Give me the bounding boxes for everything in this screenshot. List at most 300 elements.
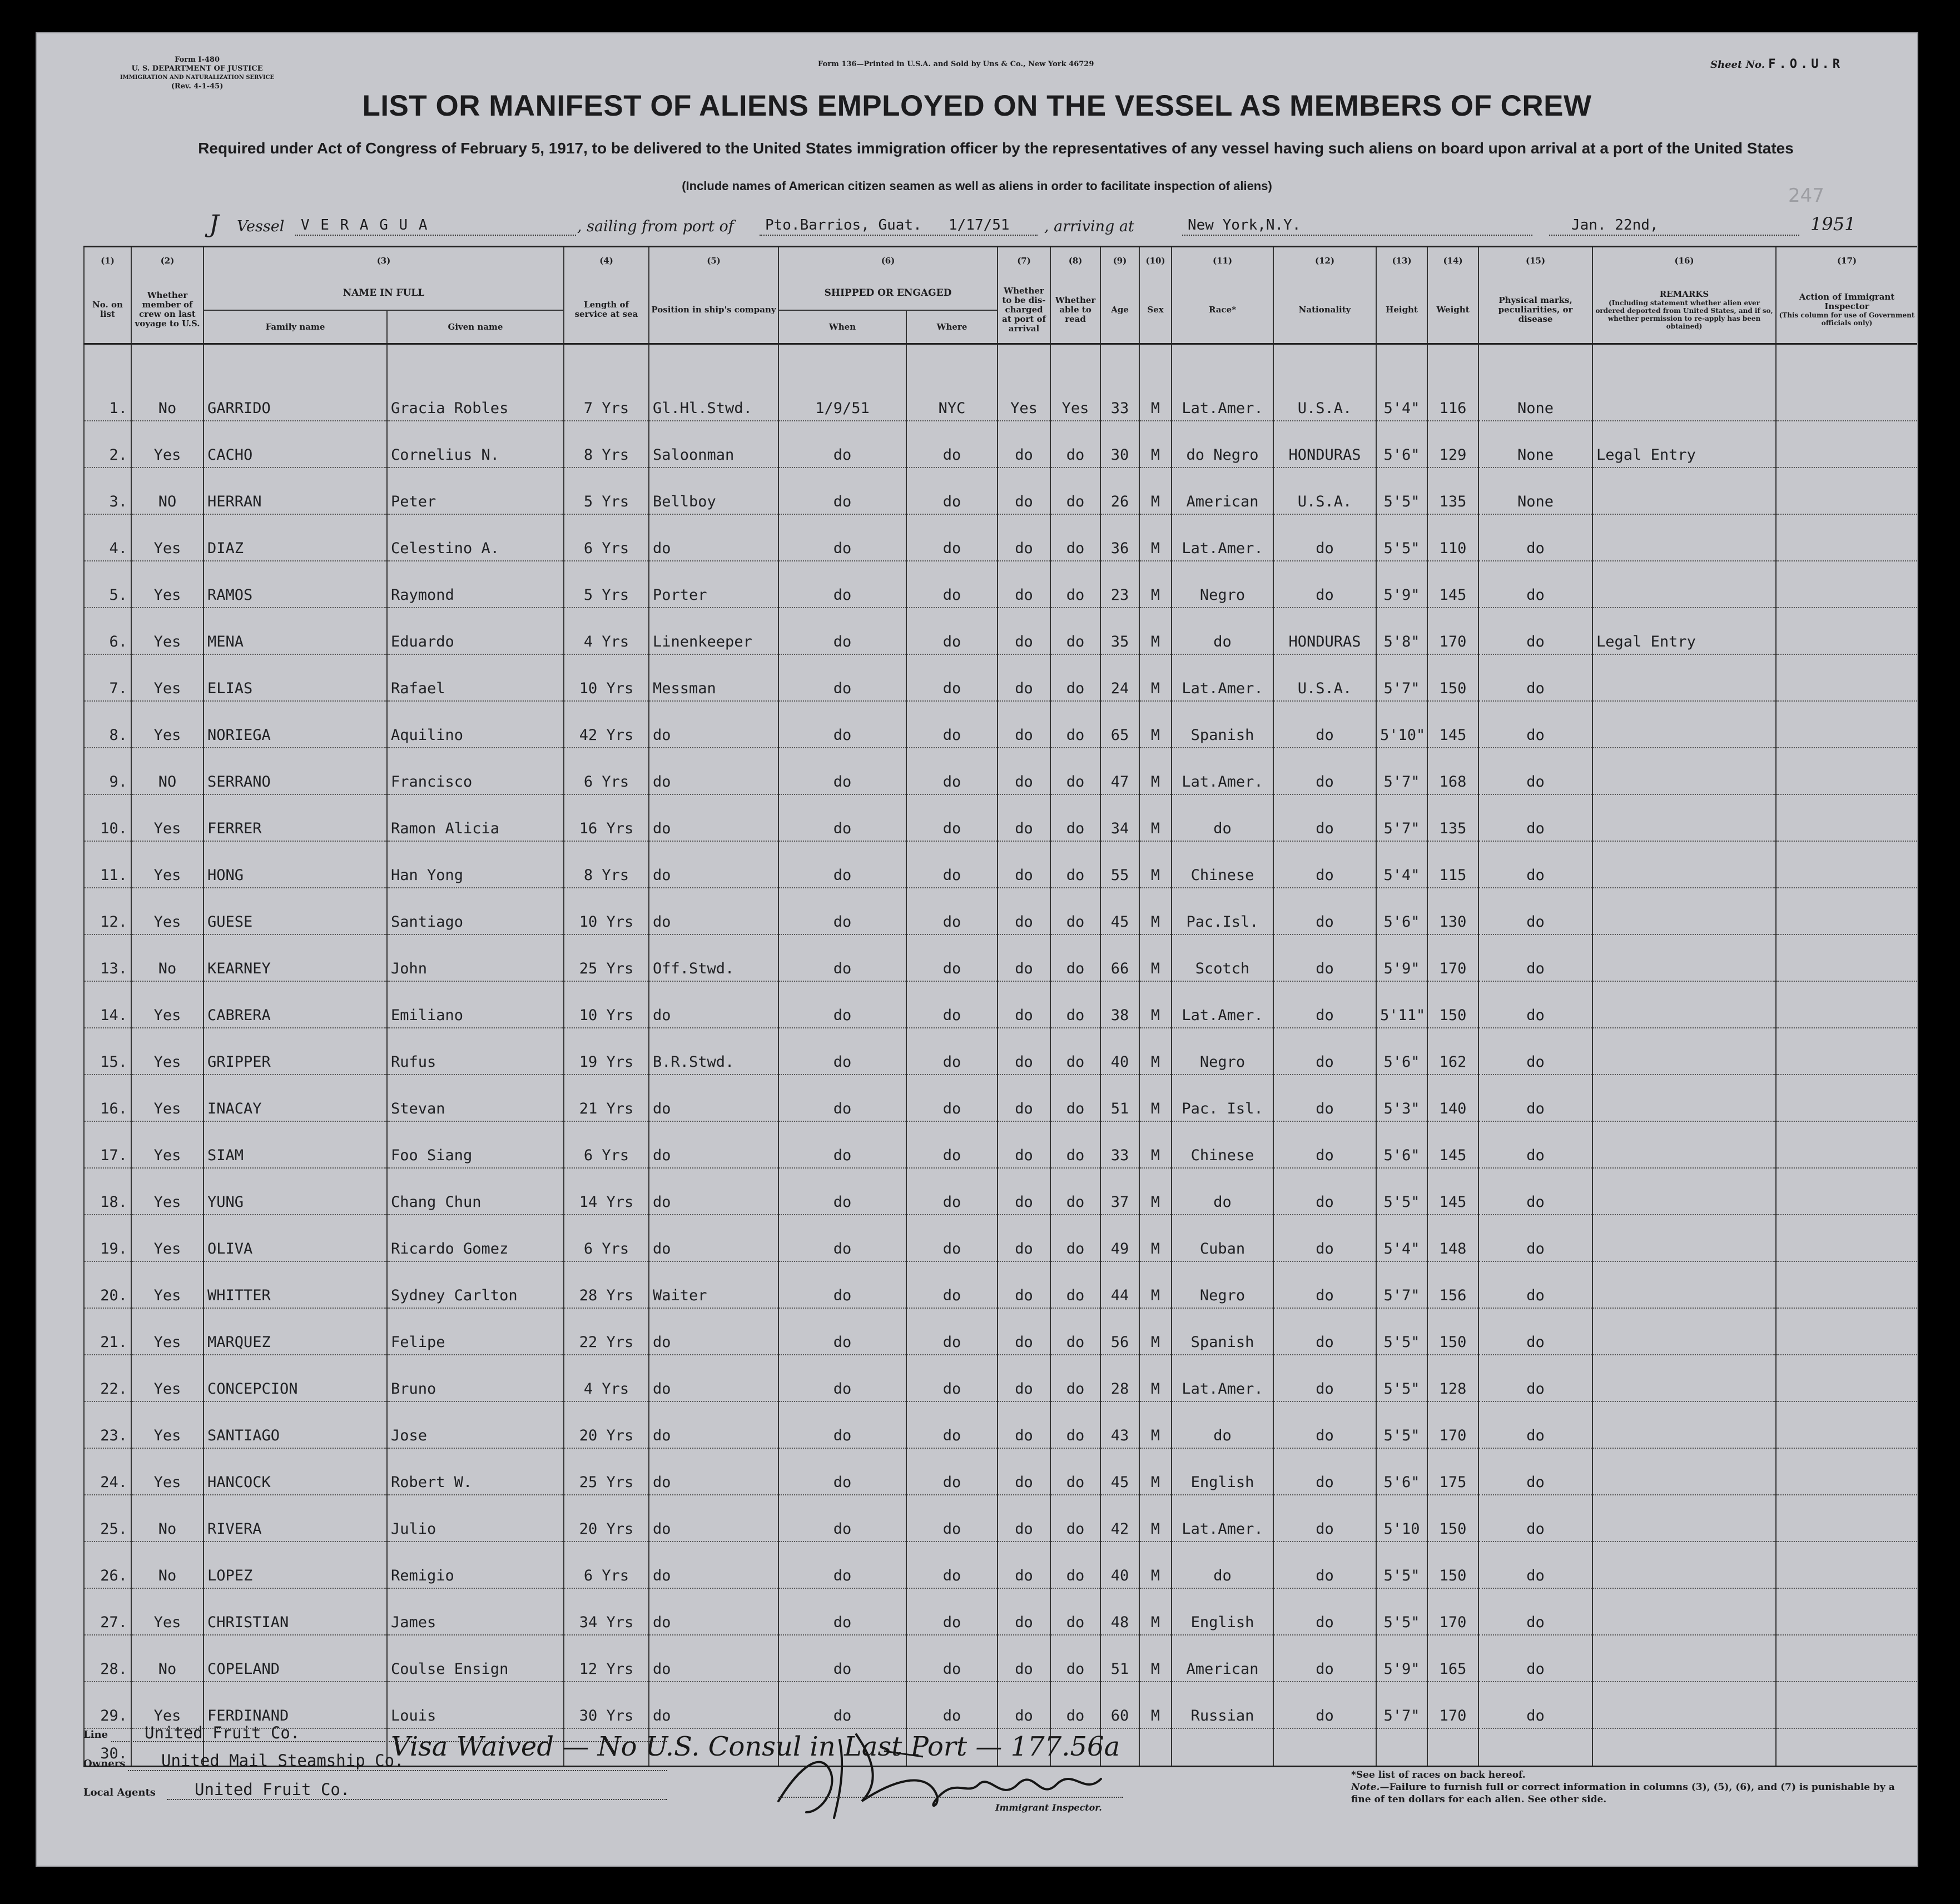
nationality-cell: do bbox=[1273, 1028, 1376, 1075]
discharged-cell: do bbox=[998, 561, 1050, 608]
inspector-action-cell bbox=[1776, 1121, 1918, 1168]
nationality-cell: do bbox=[1273, 701, 1376, 748]
inspector-action-cell bbox=[1776, 701, 1918, 748]
crew-row bbox=[84, 1028, 1918, 1075]
shipped-when-cell: do bbox=[778, 421, 906, 468]
family-name-cell: YUNG bbox=[204, 1168, 387, 1215]
shipped-when-cell: do bbox=[778, 1495, 906, 1542]
row-number: 29. bbox=[84, 1682, 131, 1728]
col-number: (15) bbox=[1478, 247, 1592, 277]
service-length-cell: 22 Yrs bbox=[564, 1308, 649, 1355]
family-name-cell: ELIAS bbox=[204, 654, 387, 701]
height-cell: 5'5" bbox=[1376, 468, 1427, 514]
race-cell: do bbox=[1172, 1401, 1273, 1448]
row-number: 4. bbox=[84, 514, 131, 561]
height-cell: 5'5" bbox=[1376, 1542, 1427, 1588]
header-prior-voyage: Whether member of crew on last voyage to U.S. bbox=[131, 276, 204, 344]
service-length-cell: 19 Yrs bbox=[564, 1028, 649, 1075]
nationality-cell: do bbox=[1273, 561, 1376, 608]
prior-voyage-cell: Yes bbox=[131, 608, 204, 654]
able-read-cell: do bbox=[1050, 981, 1100, 1028]
agents-label: Local Agents bbox=[83, 1787, 156, 1798]
able-read-cell: do bbox=[1050, 841, 1100, 888]
service-length-cell: 6 Yrs bbox=[564, 514, 649, 561]
physical-marks-cell: do bbox=[1478, 748, 1592, 794]
inspector-action-cell bbox=[1776, 1495, 1918, 1542]
crew-row bbox=[84, 981, 1918, 1028]
crew-row bbox=[84, 794, 1918, 841]
weight-cell: 128 bbox=[1427, 1355, 1478, 1401]
height-cell: 5'6" bbox=[1376, 1448, 1427, 1495]
weight-cell: 148 bbox=[1427, 1215, 1478, 1261]
row-number: 20. bbox=[84, 1261, 131, 1308]
row-number: 8. bbox=[84, 701, 131, 748]
remarks-cell bbox=[1592, 654, 1776, 701]
document-subtitle: Required under Act of Congress of February 5, 1917, to be delivered to the United States immigration officer by the representatives of any vessel having such aliens on board upon arrival at a port of the United States bbox=[198, 140, 1794, 157]
age-cell: 30 bbox=[1100, 421, 1139, 468]
sex-cell: M bbox=[1139, 1682, 1172, 1728]
given-name-cell: Foo Siang bbox=[387, 1121, 564, 1168]
nationality-cell: do bbox=[1273, 841, 1376, 888]
able-read-cell: do bbox=[1050, 1308, 1100, 1355]
inspector-action-cell bbox=[1776, 934, 1918, 981]
position-cell: do bbox=[649, 1635, 778, 1682]
inspector-action-cell bbox=[1776, 748, 1918, 794]
service-length-cell: 42 Yrs bbox=[564, 701, 649, 748]
weight-cell: 170 bbox=[1427, 1682, 1478, 1728]
row-number: 2. bbox=[84, 421, 131, 468]
position-cell: Gl.Hl.Stwd. bbox=[649, 375, 778, 421]
sex-cell: M bbox=[1139, 561, 1172, 608]
position-cell: Bellboy bbox=[649, 468, 778, 514]
family-name-cell: SANTIAGO bbox=[204, 1401, 387, 1448]
position-cell: do bbox=[649, 701, 778, 748]
age-cell: 66 bbox=[1100, 934, 1139, 981]
remarks-cell bbox=[1592, 468, 1776, 514]
nationality-cell: do bbox=[1273, 794, 1376, 841]
discharged-cell: do bbox=[998, 1168, 1050, 1215]
physical-marks-cell: do bbox=[1478, 1588, 1592, 1635]
footer-notes bbox=[1351, 1769, 1907, 1806]
shipped-where-cell: do bbox=[906, 1168, 998, 1215]
sex-cell: M bbox=[1139, 1542, 1172, 1588]
physical-marks-cell: None bbox=[1478, 468, 1592, 514]
shipped-where-cell: do bbox=[906, 1682, 998, 1728]
sex-cell: M bbox=[1139, 1448, 1172, 1495]
height-cell: 5'11" bbox=[1376, 981, 1427, 1028]
height-cell: 5'5" bbox=[1376, 1588, 1427, 1635]
department: U. S. DEPARTMENT OF JUSTICE bbox=[131, 64, 263, 73]
prior-voyage-cell: No bbox=[131, 1495, 204, 1542]
crew-row bbox=[84, 1308, 1918, 1355]
inspector-action-cell bbox=[1776, 1308, 1918, 1355]
nationality-cell: do bbox=[1273, 1075, 1376, 1121]
nationality-cell: U.S.A. bbox=[1273, 468, 1376, 514]
position-cell: do bbox=[649, 981, 778, 1028]
height-cell: 5'3" bbox=[1376, 1075, 1427, 1121]
discharged-cell: do bbox=[998, 1308, 1050, 1355]
row-number: 25. bbox=[84, 1495, 131, 1542]
position-cell: do bbox=[649, 1682, 778, 1728]
row-number: 30. bbox=[84, 1728, 131, 1767]
able-read-cell: do bbox=[1050, 1121, 1100, 1168]
position-cell: do bbox=[649, 1401, 778, 1448]
weight-cell: 150 bbox=[1427, 981, 1478, 1028]
race-cell: Negro bbox=[1172, 561, 1273, 608]
weight-cell: 156 bbox=[1427, 1261, 1478, 1308]
age-cell: 56 bbox=[1100, 1308, 1139, 1355]
age-cell: 49 bbox=[1100, 1215, 1139, 1261]
family-name-cell: FERRER bbox=[204, 794, 387, 841]
nationality-cell: do bbox=[1273, 1588, 1376, 1635]
position-cell: do bbox=[649, 1588, 778, 1635]
remarks-cell bbox=[1592, 1075, 1776, 1121]
sex-cell: M bbox=[1139, 841, 1172, 888]
crew-row bbox=[84, 1261, 1918, 1308]
remarks-cell bbox=[1592, 981, 1776, 1028]
service-length-cell: 10 Yrs bbox=[564, 654, 649, 701]
vessel-label: Vessel bbox=[237, 218, 285, 235]
crew-row bbox=[84, 1401, 1918, 1448]
height-cell: 5'4" bbox=[1376, 1215, 1427, 1261]
service-length-cell: 25 Yrs bbox=[564, 1448, 649, 1495]
header-race: Race* bbox=[1172, 276, 1273, 344]
family-name-cell: INACAY bbox=[204, 1075, 387, 1121]
discharged-cell: Yes bbox=[998, 375, 1050, 421]
weight-cell: 145 bbox=[1427, 1121, 1478, 1168]
stamp-number: 247 bbox=[1788, 185, 1824, 207]
shipped-when-cell: 1/9/51 bbox=[778, 375, 906, 421]
prior-voyage-cell: Yes bbox=[131, 1308, 204, 1355]
line-label: Line bbox=[83, 1729, 108, 1741]
service-length-cell: 28 Yrs bbox=[564, 1261, 649, 1308]
header-physical-marks: Physical marks, peculiarities, or disease bbox=[1478, 276, 1592, 344]
discharged-cell: do bbox=[998, 421, 1050, 468]
owners-underline bbox=[128, 1770, 667, 1771]
remarks-cell bbox=[1592, 1448, 1776, 1495]
service-length-cell: 20 Yrs bbox=[564, 1401, 649, 1448]
able-read-cell: do bbox=[1050, 1495, 1100, 1542]
prior-voyage-cell: Yes bbox=[131, 1448, 204, 1495]
weight-cell: 150 bbox=[1427, 1495, 1478, 1542]
remarks-cell bbox=[1592, 701, 1776, 748]
discharged-cell: do bbox=[998, 514, 1050, 561]
height-cell: 5'8" bbox=[1376, 608, 1427, 654]
prior-voyage-cell: No bbox=[131, 375, 204, 421]
crew-manifest-table bbox=[83, 246, 1918, 1767]
footer bbox=[83, 1707, 1908, 1862]
given-name-cell: Rafael bbox=[387, 654, 564, 701]
family-name-cell: DIAZ bbox=[204, 514, 387, 561]
nationality-cell: do bbox=[1273, 981, 1376, 1028]
given-name-cell: Peter bbox=[387, 468, 564, 514]
shipped-where-cell: do bbox=[906, 654, 998, 701]
sex-cell: M bbox=[1139, 421, 1172, 468]
position-cell: Waiter bbox=[649, 1261, 778, 1308]
crew-row bbox=[84, 375, 1918, 421]
discharged-cell: do bbox=[998, 841, 1050, 888]
age-cell: 48 bbox=[1100, 1588, 1139, 1635]
discharged-cell: do bbox=[998, 1121, 1050, 1168]
service-length-cell: 4 Yrs bbox=[564, 1355, 649, 1401]
remarks-cell bbox=[1592, 794, 1776, 841]
row-number: 7. bbox=[84, 654, 131, 701]
arriving-port: New York,N.Y. bbox=[1188, 217, 1301, 233]
shipped-when-cell: do bbox=[778, 1542, 906, 1588]
height-cell: 5'7" bbox=[1376, 1682, 1427, 1728]
family-name-cell: FERDINAND bbox=[204, 1682, 387, 1728]
age-cell: 33 bbox=[1100, 375, 1139, 421]
prior-voyage-cell: Yes bbox=[131, 1168, 204, 1215]
header-position: Position in ship's company bbox=[649, 276, 778, 344]
weight-cell: 145 bbox=[1427, 701, 1478, 748]
race-cell: do Negro bbox=[1172, 421, 1273, 468]
shipped-when-cell: do bbox=[778, 888, 906, 934]
races-note: *See list of races on back hereof. bbox=[1351, 1769, 1526, 1781]
able-read-cell: do bbox=[1050, 1168, 1100, 1215]
race-cell: do bbox=[1172, 1168, 1273, 1215]
sailing-label: , sailing from port of bbox=[577, 218, 734, 235]
discharged-cell: do bbox=[998, 794, 1050, 841]
vessel-line bbox=[165, 210, 1856, 240]
shipped-where-cell: do bbox=[906, 841, 998, 888]
weight-cell: 130 bbox=[1427, 888, 1478, 934]
physical-marks-cell: do bbox=[1478, 1168, 1592, 1215]
prior-voyage-cell: No bbox=[131, 934, 204, 981]
col-number: (9) bbox=[1100, 247, 1139, 277]
nationality-cell: do bbox=[1273, 1168, 1376, 1215]
row-number: 5. bbox=[84, 561, 131, 608]
inspector-underline bbox=[778, 1797, 1123, 1798]
shipped-when-cell: do bbox=[778, 1028, 906, 1075]
given-name-cell: Emiliano bbox=[387, 981, 564, 1028]
header-nationality: Nationality bbox=[1273, 276, 1376, 344]
weight-cell: 150 bbox=[1427, 1308, 1478, 1355]
family-name-cell: COPELAND bbox=[204, 1635, 387, 1682]
document-title: LIST OR MANIFEST OF ALIENS EMPLOYED ON THE VESSEL AS MEMBERS OF CREW bbox=[362, 90, 1592, 122]
col-number: (6) bbox=[778, 247, 998, 277]
crew-row bbox=[84, 561, 1918, 608]
service-length-cell: 14 Yrs bbox=[564, 1168, 649, 1215]
header-where: Where bbox=[906, 310, 998, 344]
discharged-cell: do bbox=[998, 1682, 1050, 1728]
row-number: 11. bbox=[84, 841, 131, 888]
age-cell: 26 bbox=[1100, 468, 1139, 514]
physical-marks-cell: do bbox=[1478, 1401, 1592, 1448]
crew-row bbox=[84, 1215, 1918, 1261]
prior-voyage-cell: Yes bbox=[131, 514, 204, 561]
height-cell: 5'10" bbox=[1376, 701, 1427, 748]
nationality-cell: HONDURAS bbox=[1273, 608, 1376, 654]
prior-voyage-cell: NO bbox=[131, 748, 204, 794]
able-read-cell: do bbox=[1050, 1588, 1100, 1635]
nationality-cell: do bbox=[1273, 1495, 1376, 1542]
crew-row bbox=[84, 1448, 1918, 1495]
shipped-where-cell: do bbox=[906, 1121, 998, 1168]
prior-voyage-cell: Yes bbox=[131, 888, 204, 934]
given-name-cell: Celestino A. bbox=[387, 514, 564, 561]
header-sex: Sex bbox=[1139, 276, 1172, 344]
position-cell: do bbox=[649, 794, 778, 841]
position-cell: Messman bbox=[649, 654, 778, 701]
prior-voyage-cell: No bbox=[131, 1635, 204, 1682]
race-cell: Lat.Amer. bbox=[1172, 514, 1273, 561]
sex-cell: M bbox=[1139, 934, 1172, 981]
physical-marks-cell: None bbox=[1478, 421, 1592, 468]
row-number: 15. bbox=[84, 1028, 131, 1075]
remarks-cell bbox=[1592, 1542, 1776, 1588]
able-read-cell: Yes bbox=[1050, 375, 1100, 421]
service-length-cell: 5 Yrs bbox=[564, 468, 649, 514]
revision: (Rev. 4-1-45) bbox=[171, 82, 224, 91]
physical-marks-cell: do bbox=[1478, 608, 1592, 654]
prior-voyage-cell: Yes bbox=[131, 1075, 204, 1121]
remarks-cell bbox=[1592, 1168, 1776, 1215]
shipped-when-cell: do bbox=[778, 468, 906, 514]
row-number: 9. bbox=[84, 748, 131, 794]
able-read-cell: do bbox=[1050, 1215, 1100, 1261]
shipped-when-cell: do bbox=[778, 701, 906, 748]
arrival-date: Jan. 22nd, bbox=[1571, 217, 1659, 233]
weight-cell: 168 bbox=[1427, 748, 1478, 794]
weight-cell: 170 bbox=[1427, 1588, 1478, 1635]
discharged-cell: do bbox=[998, 1588, 1050, 1635]
row-number: 22. bbox=[84, 1355, 131, 1401]
able-read-cell: do bbox=[1050, 654, 1100, 701]
position-cell: do bbox=[649, 1168, 778, 1215]
col-number: (16) bbox=[1592, 247, 1776, 277]
row-number: 3. bbox=[84, 468, 131, 514]
shipped-when-cell: do bbox=[778, 561, 906, 608]
given-name-cell: Gracia Robles bbox=[387, 375, 564, 421]
row-number: 28. bbox=[84, 1635, 131, 1682]
age-cell: 51 bbox=[1100, 1635, 1139, 1682]
physical-marks-cell: do bbox=[1478, 701, 1592, 748]
shipped-where-cell: NYC bbox=[906, 375, 998, 421]
family-name-cell: OLIVA bbox=[204, 1215, 387, 1261]
shipped-when-cell: do bbox=[778, 1168, 906, 1215]
row-number: 27. bbox=[84, 1588, 131, 1635]
arriving-underline bbox=[1182, 235, 1532, 236]
remarks-cell bbox=[1592, 934, 1776, 981]
column-header-row bbox=[84, 276, 1918, 310]
col-number: (17) bbox=[1776, 247, 1918, 277]
family-name-cell: HERRAN bbox=[204, 468, 387, 514]
able-read-cell: do bbox=[1050, 1075, 1100, 1121]
height-cell: 5'9" bbox=[1376, 934, 1427, 981]
remarks-cell bbox=[1592, 1261, 1776, 1308]
row-number: 1. bbox=[84, 375, 131, 421]
age-cell: 38 bbox=[1100, 981, 1139, 1028]
family-name-cell: KEARNEY bbox=[204, 934, 387, 981]
inspector-action-cell bbox=[1776, 375, 1918, 421]
visa-waived-note: Visa Waived — No U.S. Consul in Last Port — 177.56a bbox=[391, 1731, 1120, 1762]
sex-cell: M bbox=[1139, 748, 1172, 794]
position-cell: do bbox=[649, 1448, 778, 1495]
crew-row bbox=[84, 1542, 1918, 1588]
nationality-cell: do bbox=[1273, 1261, 1376, 1308]
age-cell: 24 bbox=[1100, 654, 1139, 701]
shipped-where-cell: do bbox=[906, 514, 998, 561]
header-height: Height bbox=[1376, 276, 1427, 344]
row-number: 13. bbox=[84, 934, 131, 981]
nationality-cell: do bbox=[1273, 1121, 1376, 1168]
shipped-when-cell: do bbox=[778, 1261, 906, 1308]
position-cell: Linenkeeper bbox=[649, 608, 778, 654]
row-number: 23. bbox=[84, 1401, 131, 1448]
prior-voyage-cell: No bbox=[131, 1542, 204, 1588]
height-cell: 5'5" bbox=[1376, 514, 1427, 561]
given-name-cell: Francisco bbox=[387, 748, 564, 794]
able-read-cell: do bbox=[1050, 888, 1100, 934]
weight-cell: 129 bbox=[1427, 421, 1478, 468]
nationality-cell: HONDURAS bbox=[1273, 421, 1376, 468]
remarks-cell bbox=[1592, 1121, 1776, 1168]
crew-row bbox=[84, 654, 1918, 701]
physical-marks-cell: do bbox=[1478, 1448, 1592, 1495]
sex-cell: M bbox=[1139, 1588, 1172, 1635]
inspector-action-cell bbox=[1776, 1542, 1918, 1588]
race-cell: do bbox=[1172, 794, 1273, 841]
family-name-cell: RIVERA bbox=[204, 1495, 387, 1542]
prior-voyage-cell: Yes bbox=[131, 794, 204, 841]
col-number: (2) bbox=[131, 247, 204, 277]
sex-cell: M bbox=[1139, 1168, 1172, 1215]
action-title: Action of Immigrant Inspector bbox=[1799, 292, 1895, 311]
shipped-where-cell: do bbox=[906, 934, 998, 981]
race-cell: Lat.Amer. bbox=[1172, 654, 1273, 701]
nationality-cell: do bbox=[1273, 1308, 1376, 1355]
position-cell: Saloonman bbox=[649, 421, 778, 468]
age-cell: 60 bbox=[1100, 1682, 1139, 1728]
service-length-cell: 6 Yrs bbox=[564, 1542, 649, 1588]
inspector-action-cell bbox=[1776, 1215, 1918, 1261]
shipped-where-cell: do bbox=[906, 1355, 998, 1401]
service-length-cell: 7 Yrs bbox=[564, 375, 649, 421]
discharged-cell: do bbox=[998, 1495, 1050, 1542]
race-cell: Negro bbox=[1172, 1028, 1273, 1075]
prior-voyage-cell: Yes bbox=[131, 1121, 204, 1168]
race-cell: Pac. Isl. bbox=[1172, 1075, 1273, 1121]
position-cell: do bbox=[649, 1542, 778, 1588]
physical-marks-cell: do bbox=[1478, 1495, 1592, 1542]
discharged-cell: do bbox=[998, 1542, 1050, 1588]
sex-cell: M bbox=[1139, 1121, 1172, 1168]
inspector-action-cell bbox=[1776, 1635, 1918, 1682]
position-cell: Porter bbox=[649, 561, 778, 608]
prior-voyage-cell: Yes bbox=[131, 1355, 204, 1401]
header-name-in-full: NAME IN FULL bbox=[204, 276, 564, 310]
service-length-cell: 10 Yrs bbox=[564, 888, 649, 934]
crew-row bbox=[84, 1355, 1918, 1401]
crew-row bbox=[84, 1168, 1918, 1215]
manifest-sheet bbox=[36, 32, 1918, 1867]
port-underline bbox=[760, 235, 1038, 236]
weight-cell: 165 bbox=[1427, 1635, 1478, 1682]
physical-marks-cell: do bbox=[1478, 1308, 1592, 1355]
age-cell: 36 bbox=[1100, 514, 1139, 561]
shipped-where-cell: do bbox=[906, 421, 998, 468]
remarks-cell bbox=[1592, 514, 1776, 561]
height-cell: 5'4" bbox=[1376, 375, 1427, 421]
position-cell: do bbox=[649, 1215, 778, 1261]
race-cell: Chinese bbox=[1172, 1121, 1273, 1168]
inspector-action-cell bbox=[1776, 1355, 1918, 1401]
given-name-cell: Santiago bbox=[387, 888, 564, 934]
prior-voyage-cell: Yes bbox=[131, 421, 204, 468]
family-name-cell: GUESE bbox=[204, 888, 387, 934]
inspector-action-cell bbox=[1776, 654, 1918, 701]
